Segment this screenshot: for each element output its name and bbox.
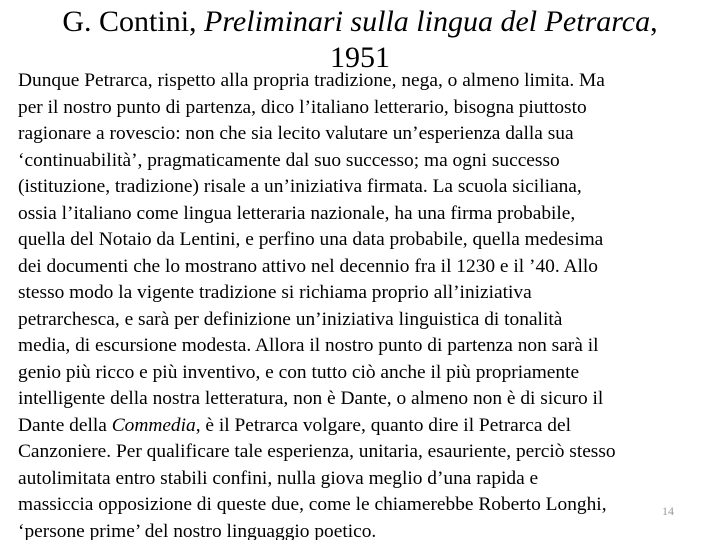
text-line: Dunque Petrarca, rispetto alla propria tradizione, nega, o almeno limita. Ma xyxy=(18,70,605,91)
text-line: quella del Notaio da Lentini, e perfino una data probabile, quella medesima xyxy=(18,229,604,250)
text-line: petrarchesca, e sarà per definizione un’iniziativa linguistica di tonalità xyxy=(18,308,563,330)
text-line: ossia l’italiano come lingua letteraria nazionale, ha una firma probabile, xyxy=(18,202,576,224)
text-line-commedia xyxy=(18,413,702,440)
commedia-title: Commedia xyxy=(111,414,196,436)
text-line: per il nostro punto di partenza, dico l’italiano letterario, bisogna piuttosto xyxy=(18,96,587,118)
text-line: (istituzione, tradizione) risale a un’iniziativa firmata. La scuola siciliana, xyxy=(18,176,582,197)
page-number: 14 xyxy=(662,504,674,518)
text-line: genio più ricco e più inventivo, e con tutto ciò anche il più propriamente xyxy=(18,361,580,383)
title-work: Preliminari sulla lingua del Petrarca xyxy=(204,5,651,38)
text-line: ‘continuabilità’, pragmaticamente dal suo successo; ma ogni successo xyxy=(18,149,560,171)
line-segment: , è il Petrarca volgare, quanto dire il Petrarca del xyxy=(195,414,571,436)
line-segment: Dante della xyxy=(18,414,112,436)
text-line: media, di escursione modesta. Allora il nostro punto di partenza non sarà il xyxy=(18,335,599,356)
slide-title xyxy=(60,4,660,76)
title-author: G. Contini, xyxy=(62,5,205,38)
text-line: ragionare a rovescio: non che sia lecito valutare un’esperienza dalla sua xyxy=(18,123,574,144)
body-paragraph xyxy=(18,68,702,540)
text-line: Canzoniere. Per qualificare tale esperienza, unitaria, esauriente, perciò stesso xyxy=(18,441,616,462)
text-line: intelligente della nostra letteratura, non è Dante, o almeno non è di sicuro il xyxy=(18,388,604,409)
text-line: massiccia opposizione di queste due, come le chiamerebbe Roberto Longhi, xyxy=(18,494,607,515)
text-line: dei documenti che lo mostrano attivo nel decennio fra il 1230 e il ’40. Allo xyxy=(18,255,598,277)
text-line: autolimitata entro stabili confini, nulla giova meglio d’una rapida e xyxy=(18,467,539,489)
text-line: ‘persone prime’ del nostro linguaggio poetico. xyxy=(18,520,377,540)
text-line: stesso modo la vigente tradizione si richiama proprio all’iniziativa xyxy=(18,282,532,303)
title-year: , 1951 xyxy=(330,5,658,74)
